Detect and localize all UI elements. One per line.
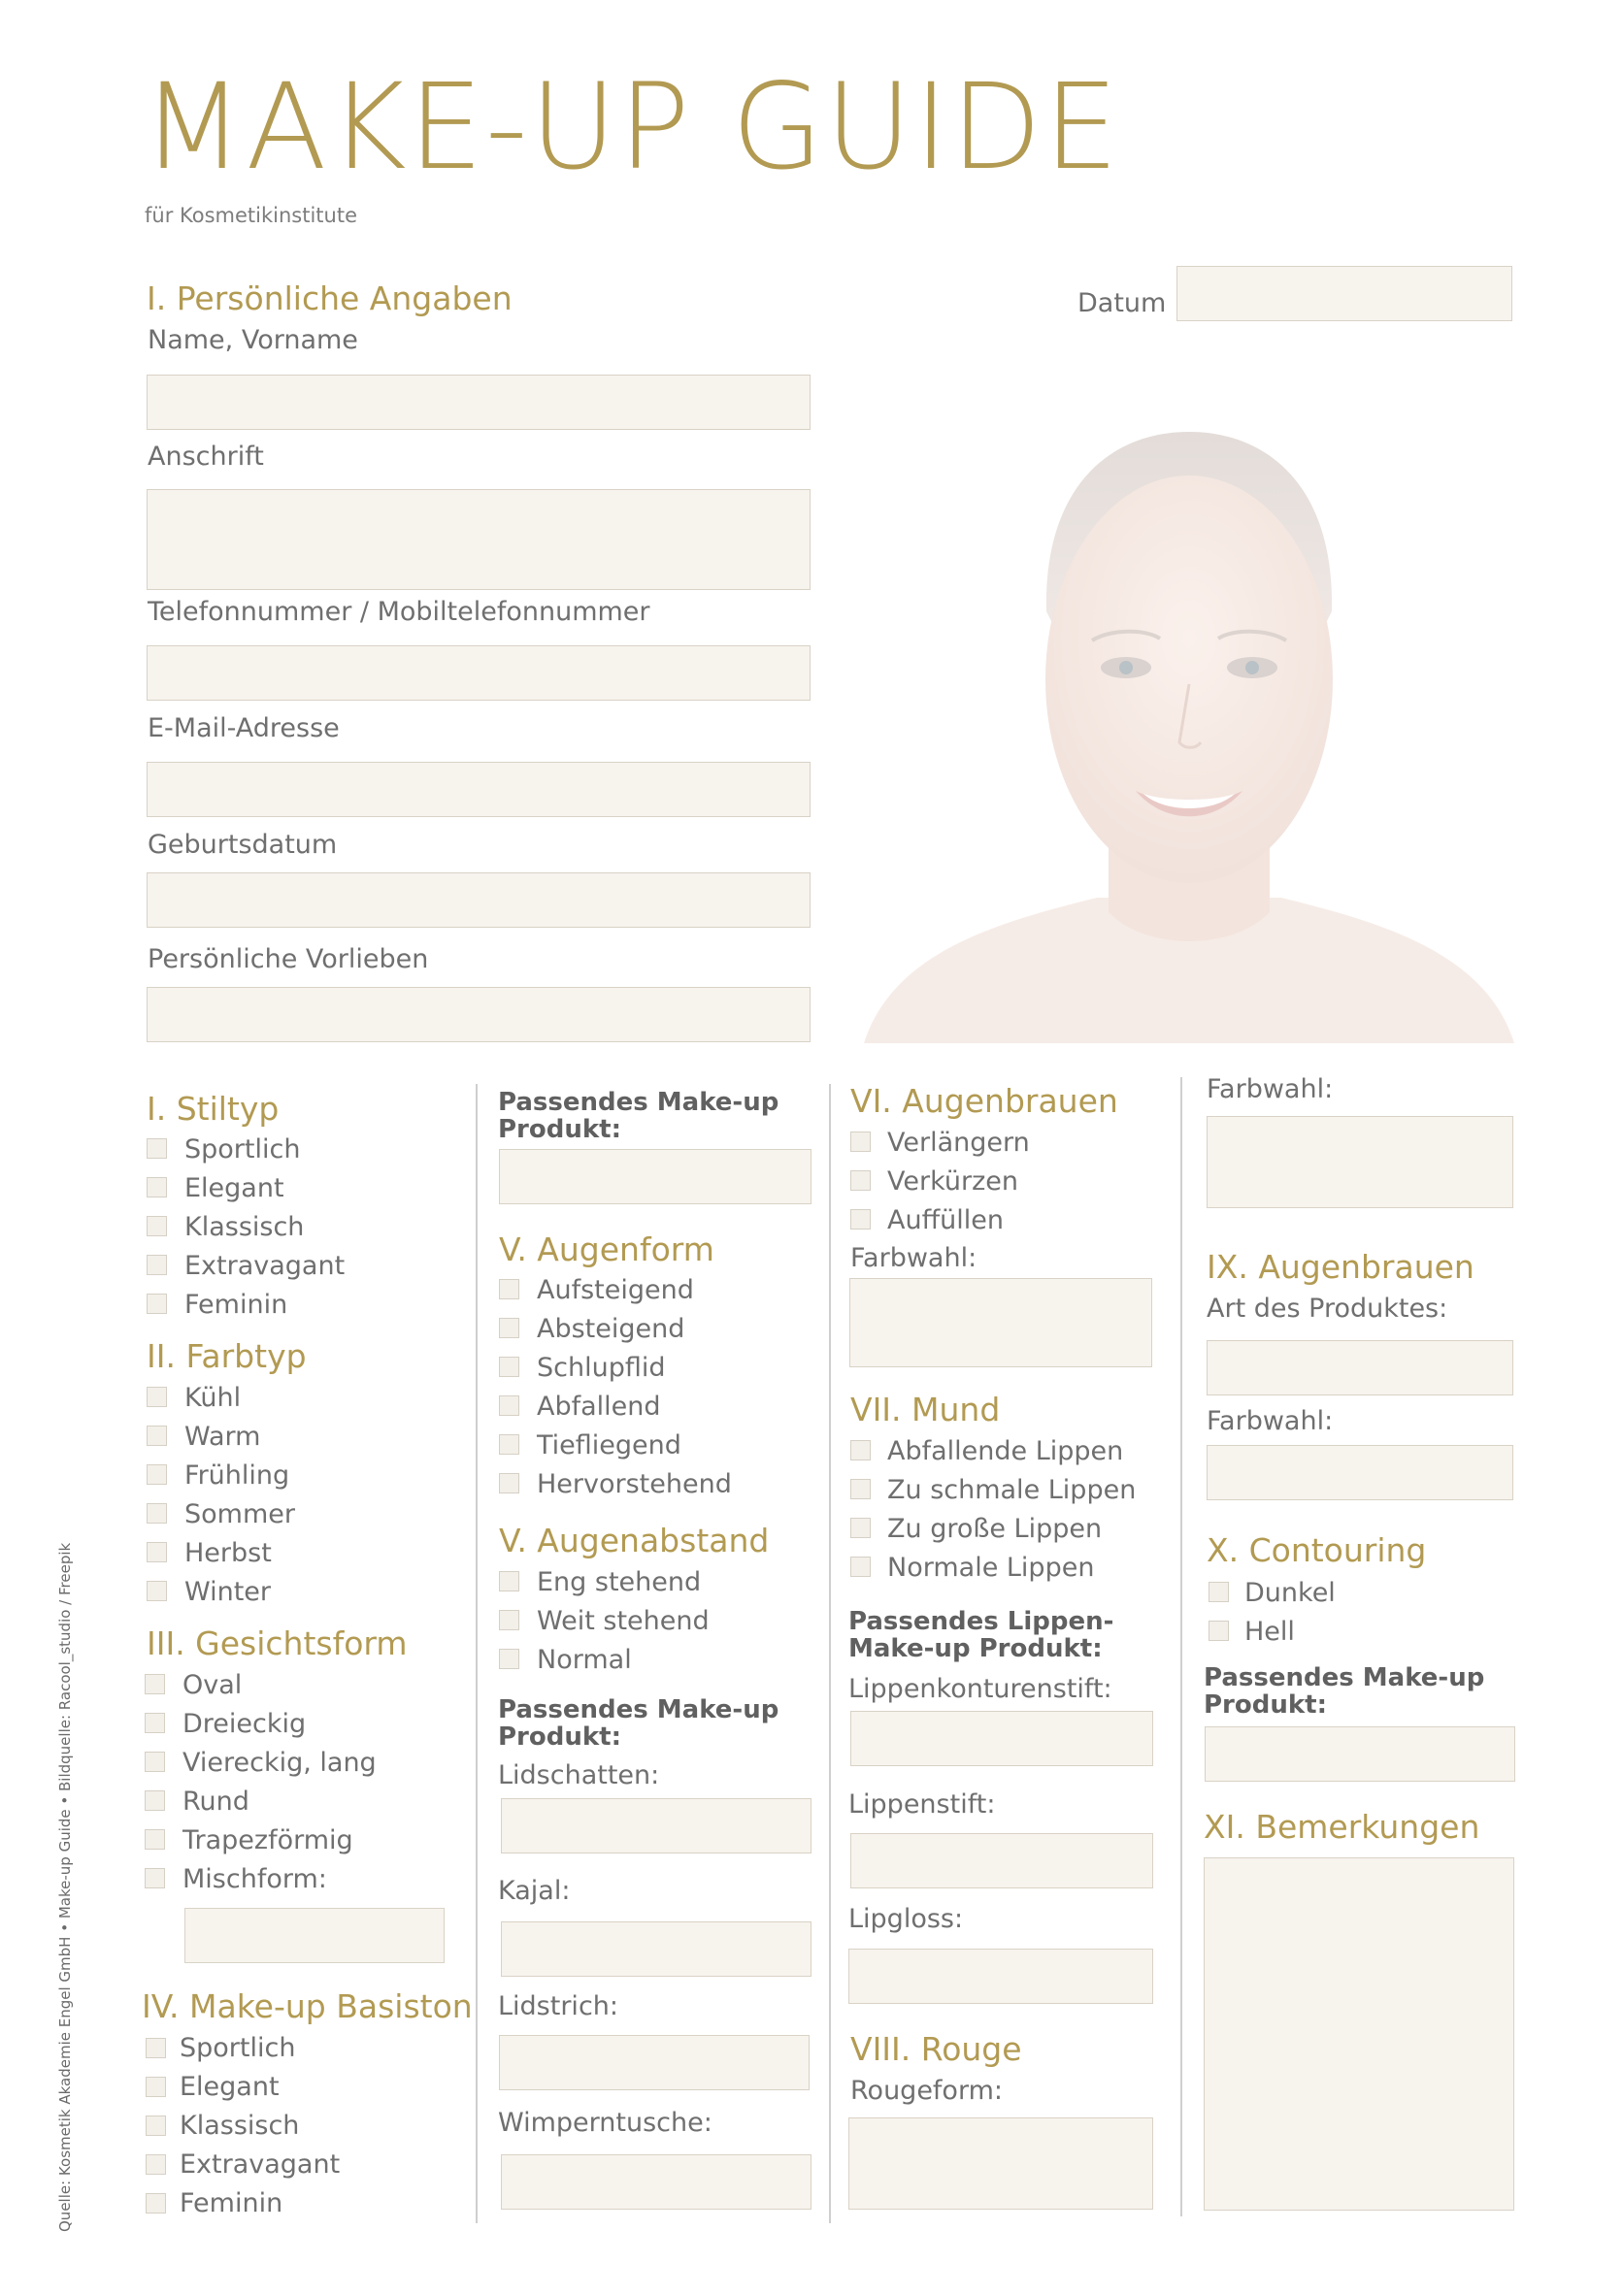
option-label: Eng stehend <box>537 1567 702 1597</box>
preferences-field[interactable] <box>147 987 811 1042</box>
checkbox[interactable] <box>850 1209 871 1230</box>
farbwahl-field[interactable] <box>1207 1116 1513 1208</box>
image-credit: Quelle: Kosmetik Akademie Engel GmbH • Make-up Guide • Bildquelle: Racool_studio / Freepik <box>56 1542 74 2232</box>
wimperntusche-label: Wimperntusche: <box>498 2108 712 2138</box>
option-label: Warm <box>184 1422 261 1452</box>
farbtyp-heading: II. Farbtyp <box>147 1337 307 1375</box>
kajal-field[interactable] <box>501 1921 812 1977</box>
option-label: Klassisch <box>180 2111 300 2141</box>
product-label: Passendes Make-up Produkt: <box>498 1695 779 1753</box>
option-label: Aufsteigend <box>537 1275 694 1305</box>
option-label: Feminin <box>184 1290 288 1320</box>
option-label: Auffüllen <box>887 1205 1005 1235</box>
checkbox[interactable] <box>499 1357 519 1377</box>
basiston-heading: IV. Make-up Basiston <box>142 1987 473 2025</box>
checkbox[interactable] <box>147 1216 167 1236</box>
portrait-photo <box>854 408 1524 1043</box>
checkbox[interactable] <box>1209 1582 1229 1602</box>
option-label: Feminin <box>180 2188 283 2218</box>
checkbox[interactable] <box>499 1318 519 1338</box>
lipgloss-label: Lipgloss: <box>848 1904 964 1934</box>
phone-field[interactable] <box>147 645 811 701</box>
page-title: MAKE-UP GUIDE <box>142 58 1121 196</box>
lippen-product-label: Passendes Lippen-Make-up Produkt: <box>848 1607 1114 1664</box>
option-label: Elegant <box>184 1173 284 1203</box>
checkbox[interactable] <box>145 1868 165 1888</box>
farbwahl-label: Farbwahl: <box>850 1243 977 1273</box>
option-label: Abfallend <box>537 1392 661 1422</box>
checkbox[interactable] <box>850 1518 871 1538</box>
option-label: Herbst <box>184 1538 272 1568</box>
checkbox[interactable] <box>499 1473 519 1493</box>
checkbox[interactable] <box>850 1557 871 1577</box>
lidstrich-field[interactable] <box>499 2035 810 2090</box>
checkbox[interactable] <box>145 1674 165 1694</box>
checkbox[interactable] <box>850 1132 871 1152</box>
option-label: Oval <box>182 1670 243 1700</box>
option-label: Viereckig, lang <box>182 1748 377 1778</box>
checkbox[interactable] <box>850 1170 871 1191</box>
address-label: Anschrift <box>148 442 264 472</box>
lippenstift-label: Lippenstift: <box>848 1789 996 1820</box>
option-label: Zu schmale Lippen <box>887 1475 1137 1505</box>
checkbox[interactable] <box>145 1752 165 1772</box>
mund-heading: VII. Mund <box>850 1391 1001 1428</box>
checkbox[interactable] <box>146 2116 166 2136</box>
art-field[interactable] <box>1207 1340 1513 1395</box>
checkbox[interactable] <box>147 1581 167 1601</box>
column-divider <box>829 1084 831 2223</box>
option-label: Klassisch <box>184 1212 305 1242</box>
stiltyp-heading: I. Stiltyp <box>147 1090 280 1128</box>
column-divider <box>476 1084 478 2223</box>
option-label: Tiefliegend <box>537 1430 681 1460</box>
product-label: Passendes Make-up Produkt: <box>498 1088 779 1145</box>
contouring-heading: X. Contouring <box>1207 1531 1427 1569</box>
option-label: Kühl <box>184 1383 242 1413</box>
page-subtitle: für Kosmetikinstitute <box>145 204 357 227</box>
column-divider <box>1180 1077 1182 2216</box>
checkbox[interactable] <box>850 1479 871 1499</box>
checkbox[interactable] <box>850 1440 871 1460</box>
kajal-label: Kajal: <box>498 1876 571 1906</box>
checkbox[interactable] <box>147 1138 167 1159</box>
option-label: Zu große Lippen <box>887 1514 1103 1544</box>
lippenkonturenstift-label: Lippenkonturenstift: <box>848 1674 1112 1704</box>
option-label: Schlupflid <box>537 1353 666 1383</box>
checkbox[interactable] <box>147 1255 167 1275</box>
option-label: Dreieckig <box>182 1709 307 1739</box>
option-label: Hervorstehend <box>537 1469 732 1499</box>
preferences-label: Persönliche Vorlieben <box>148 944 429 974</box>
email-field[interactable] <box>147 762 811 817</box>
name-label: Name, Vorname <box>148 325 358 355</box>
checkbox[interactable] <box>145 1790 165 1811</box>
checkbox[interactable] <box>499 1571 519 1591</box>
checkbox[interactable] <box>147 1464 167 1485</box>
wimperntusche-field[interactable] <box>501 2154 812 2210</box>
checkbox[interactable] <box>147 1542 167 1562</box>
gesichtsform-heading: III. Gesichtsform <box>147 1624 408 1662</box>
lippenstift-field[interactable] <box>850 1833 1153 1888</box>
product-label: Passendes Make-up Produkt: <box>1204 1663 1485 1721</box>
lippenkonturenstift-field[interactable] <box>850 1711 1153 1766</box>
augenbrauen-heading: VI. Augenbrauen <box>850 1082 1118 1120</box>
checkbox[interactable] <box>147 1177 167 1197</box>
checkbox[interactable] <box>146 2154 166 2175</box>
birthdate-field[interactable] <box>147 872 811 928</box>
augenabstand-heading: V. Augenabstand <box>499 1522 770 1559</box>
option-label: Abfallende Lippen <box>887 1436 1124 1466</box>
farbwahl2-field[interactable] <box>1207 1445 1513 1500</box>
date-field[interactable] <box>1176 266 1512 321</box>
product-field[interactable] <box>499 1149 812 1204</box>
option-label: Mischform: <box>182 1864 327 1894</box>
lidschatten-field[interactable] <box>501 1798 812 1853</box>
section-personal-heading: I. Persönliche Angaben <box>147 279 513 317</box>
checkbox[interactable] <box>499 1649 519 1669</box>
checkbox[interactable] <box>145 1713 165 1733</box>
option-label: Sportlich <box>180 2033 296 2063</box>
option-label: Verlängern <box>887 1128 1030 1158</box>
email-label: E-Mail-Adresse <box>148 713 340 743</box>
option-label: Normale Lippen <box>887 1553 1095 1583</box>
option-label: Hell <box>1244 1617 1295 1647</box>
checkbox[interactable] <box>499 1395 519 1416</box>
farbwahl-field[interactable] <box>849 1278 1152 1367</box>
option-label: Weit stehend <box>537 1606 710 1636</box>
checkbox[interactable] <box>147 1294 167 1314</box>
option-label: Verkürzen <box>887 1166 1018 1197</box>
rougeform-label: Rougeform: <box>850 2076 1003 2106</box>
option-label: Absteigend <box>537 1314 685 1344</box>
farbwahl-label: Farbwahl: <box>1207 1074 1334 1104</box>
checkbox[interactable] <box>499 1279 519 1299</box>
option-label: Winter <box>184 1577 272 1607</box>
option-label: Frühling <box>184 1460 290 1491</box>
lidstrich-label: Lidstrich: <box>498 1991 618 2021</box>
checkbox[interactable] <box>146 2038 166 2058</box>
bemerkungen-heading: XI. Bemerkungen <box>1204 1808 1480 1846</box>
lipgloss-field[interactable] <box>848 1949 1153 2004</box>
mischform-field[interactable] <box>184 1908 445 1963</box>
option-label: Extravagant <box>180 2149 341 2180</box>
birthdate-label: Geburtsdatum <box>148 830 338 860</box>
address-field[interactable] <box>147 489 811 590</box>
augenform-heading: V. Augenform <box>499 1230 714 1268</box>
checkbox[interactable] <box>147 1503 167 1524</box>
bemerkungen-field[interactable] <box>1204 1857 1514 2211</box>
option-label: Extravagant <box>184 1251 346 1281</box>
augenbrauen2-heading: IX. Augenbrauen <box>1207 1248 1474 1286</box>
option-label: Sommer <box>184 1499 295 1529</box>
checkbox[interactable] <box>147 1387 167 1407</box>
checkbox[interactable] <box>499 1610 519 1630</box>
option-label: Normal <box>537 1645 632 1675</box>
checkbox[interactable] <box>147 1426 167 1446</box>
date-label: Datum <box>1077 288 1167 318</box>
farbwahl-label: Farbwahl: <box>1207 1406 1334 1436</box>
option-label: Trapezförmig <box>182 1825 353 1855</box>
product-field[interactable] <box>1205 1726 1515 1782</box>
rouge-heading: VIII. Rouge <box>850 2030 1022 2068</box>
checkbox[interactable] <box>146 2077 166 2097</box>
option-label: Rund <box>182 1787 249 1817</box>
phone-label: Telefonnummer / Mobiltelefonnummer <box>148 597 650 627</box>
option-label: Dunkel <box>1244 1578 1336 1608</box>
lidschatten-label: Lidschatten: <box>498 1760 660 1790</box>
art-label: Art des Produktes: <box>1207 1294 1448 1324</box>
checkbox[interactable] <box>145 1829 165 1850</box>
checkbox[interactable] <box>1209 1621 1229 1641</box>
option-label: Sportlich <box>184 1134 301 1164</box>
checkbox[interactable] <box>146 2193 166 2214</box>
option-label: Elegant <box>180 2072 280 2102</box>
name-field[interactable] <box>147 375 811 430</box>
rougeform-field[interactable] <box>848 2117 1153 2210</box>
checkbox[interactable] <box>499 1434 519 1455</box>
